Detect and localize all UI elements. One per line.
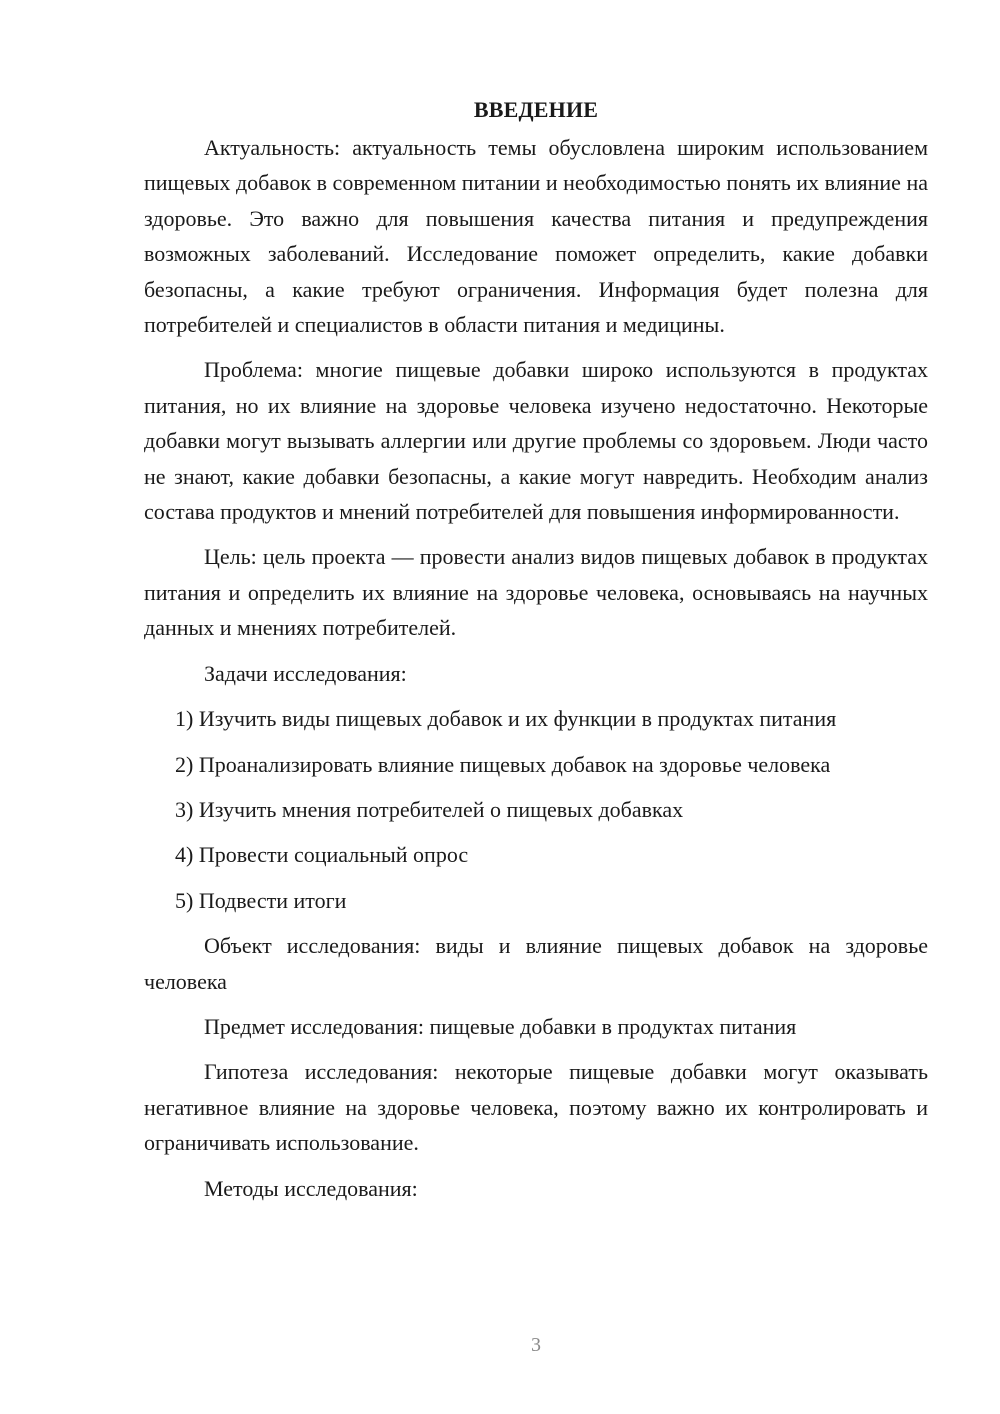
methods-title: Методы исследования:: [204, 1175, 418, 1201]
list-item: 3) Изучить мнения потребителей о пищевых добавках: [175, 796, 684, 822]
tasks-list: [144, 701, 928, 918]
problem-paragraph: Проблема: многие пищевые добавки широко используются в продуктах питания, но их влияние на здоровье человека изучено недостаточно. Некоторые добавки могут вызывать аллергии или другие проблемы со здоровьем. Люди часто не знают, какие добавки безопасны, а какие могут навредить. Необходим анализ состава продуктов и мнений потребителей для повышения информированности.: [144, 357, 928, 525]
tasks-title: Задачи исследования:: [204, 660, 407, 686]
page-title: ВВЕДЕНИЕ: [473, 97, 599, 122]
list-item: 4) Провести социальный опрос: [175, 842, 469, 868]
list-item: 1) Изучить виды пищевых добавок и их функции в продуктах питания: [175, 706, 837, 732]
hypothesis-paragraph: Гипотеза исследования: некоторые пищевые добавки могут оказывать негативное влияние на здоровье человека, поэтому важно их контролировать и ограничивать использование.: [144, 1059, 928, 1156]
page-number: 3: [531, 1334, 541, 1356]
goal-paragraph: Цель: цель проекта — провести анализ видов пищевых добавок в продуктах питания и определить их влияние на здоровье человека, основываясь на научных данных и мнениях потребителей.: [144, 544, 928, 641]
list-item: 2) Проанализировать влияние пищевых добавок на здоровье человека: [175, 751, 831, 777]
subject-paragraph: Предмет исследования: пищевые добавки в продуктах питания: [204, 1013, 797, 1039]
object-paragraph: Объект исследования: виды и влияние пищевых добавок на здоровье человека: [144, 933, 928, 994]
document-page: [144, 92, 928, 1216]
relevance-paragraph: Актуальность: актуальность темы обусловлена широким использованием пищевых добавок в современном питании и необходимостью понять их влияние на здоровье. Это важно для повышения качества питания и предупреждения возможных заболеваний. Исследование поможет определить, какие добавки безопасны, а какие требуют ограничения. Информация будет полезна для потребителей и специалистов в области питания и медицины.: [144, 135, 928, 338]
list-item: 5) Подвести итоги: [175, 887, 347, 913]
